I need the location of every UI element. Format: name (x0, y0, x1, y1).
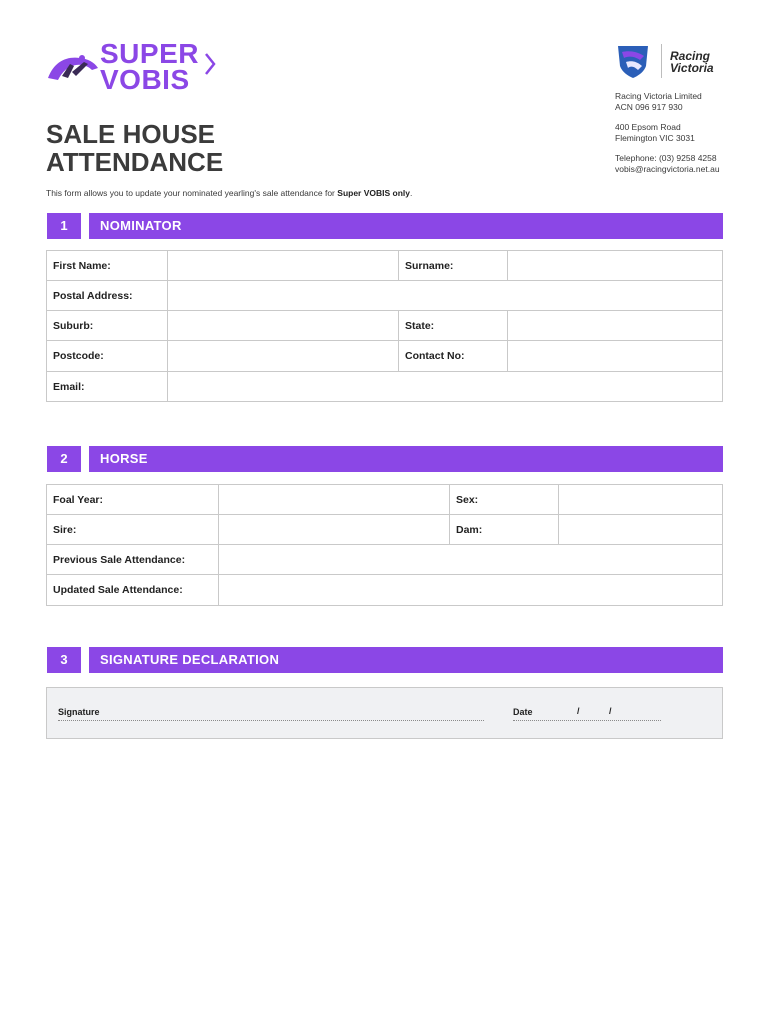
state-field[interactable] (507, 310, 723, 341)
intro-text (46, 188, 412, 198)
surname-label: Surname: (398, 250, 508, 281)
contact-no-field[interactable] (507, 340, 723, 372)
date-slash-1: / (577, 706, 580, 716)
intro-text-end: . (410, 188, 413, 198)
foal-year-field[interactable] (218, 484, 450, 515)
section-3-title: SIGNATURE DECLARATION (100, 652, 280, 667)
address-email[interactable]: vobis@racingvictoria.net.au (615, 164, 720, 174)
section-2-title: HORSE (100, 451, 148, 466)
address-company: Racing Victoria Limited (615, 91, 702, 101)
sex-field[interactable] (558, 484, 723, 515)
signature-label: Signature (58, 707, 100, 717)
section-1-number: 1 (47, 213, 81, 239)
address-telephone: Telephone: (03) 9258 4258 (615, 153, 717, 163)
previous-sale-label: Previous Sale Attendance: (46, 544, 219, 575)
date-line[interactable] (513, 720, 661, 721)
contact-no-label: Contact No: (398, 340, 508, 372)
signature-box (46, 687, 723, 739)
address-suburb: Flemington VIC 3031 (615, 133, 695, 143)
section-3-number: 3 (47, 647, 81, 673)
rv-name-line1: Racing (670, 49, 711, 63)
first-name-field[interactable] (167, 250, 399, 281)
foal-year-label: Foal Year: (46, 484, 219, 515)
logo-super-text: SUPER (100, 38, 199, 69)
postal-address-label: Postal Address: (46, 280, 168, 311)
postcode-field[interactable] (167, 340, 399, 372)
suburb-label: Suburb: (46, 310, 168, 341)
shield-horse-icon (614, 42, 652, 80)
page-title-line1: SALE HOUSE (46, 119, 216, 149)
postcode-label: Postcode: (46, 340, 168, 372)
intro-text-main: This form allows you to update your nominated yearling's sale attendance for (46, 188, 335, 198)
address-acn: ACN 096 917 930 (615, 102, 683, 112)
logo-vobis-text: VOBIS (100, 64, 190, 95)
signature-line[interactable] (58, 720, 484, 721)
rv-name-line2: Victoria (670, 61, 714, 75)
updated-sale-label: Updated Sale Attendance: (46, 574, 219, 606)
rv-divider (661, 44, 662, 78)
dam-field[interactable] (558, 514, 723, 545)
intro-text-emphasis: Super VOBIS only (337, 188, 411, 198)
sire-label: Sire: (46, 514, 219, 545)
section-1-bar (89, 213, 723, 239)
page-title-line2: ATTENDANCE (46, 147, 224, 177)
suburb-field[interactable] (167, 310, 399, 341)
date-slash-2: / (609, 706, 612, 716)
address-street: 400 Epsom Road (615, 122, 681, 132)
section-2-bar (89, 446, 723, 472)
sire-field[interactable] (218, 514, 450, 545)
state-label: State: (398, 310, 508, 341)
email-label: Email: (46, 371, 168, 402)
chevron-right-icon (204, 52, 216, 76)
super-vobis-logo-icon (44, 48, 102, 88)
previous-sale-field[interactable] (218, 544, 723, 575)
email-field[interactable] (167, 371, 723, 402)
updated-sale-field[interactable] (218, 574, 723, 606)
first-name-label: First Name: (46, 250, 168, 281)
dam-label: Dam: (449, 514, 559, 545)
postal-address-field[interactable] (167, 280, 723, 311)
section-2-number: 2 (47, 446, 81, 472)
surname-field[interactable] (507, 250, 723, 281)
date-label: Date (513, 707, 533, 717)
sex-label: Sex: (449, 484, 559, 515)
section-1-title: NOMINATOR (100, 218, 182, 233)
